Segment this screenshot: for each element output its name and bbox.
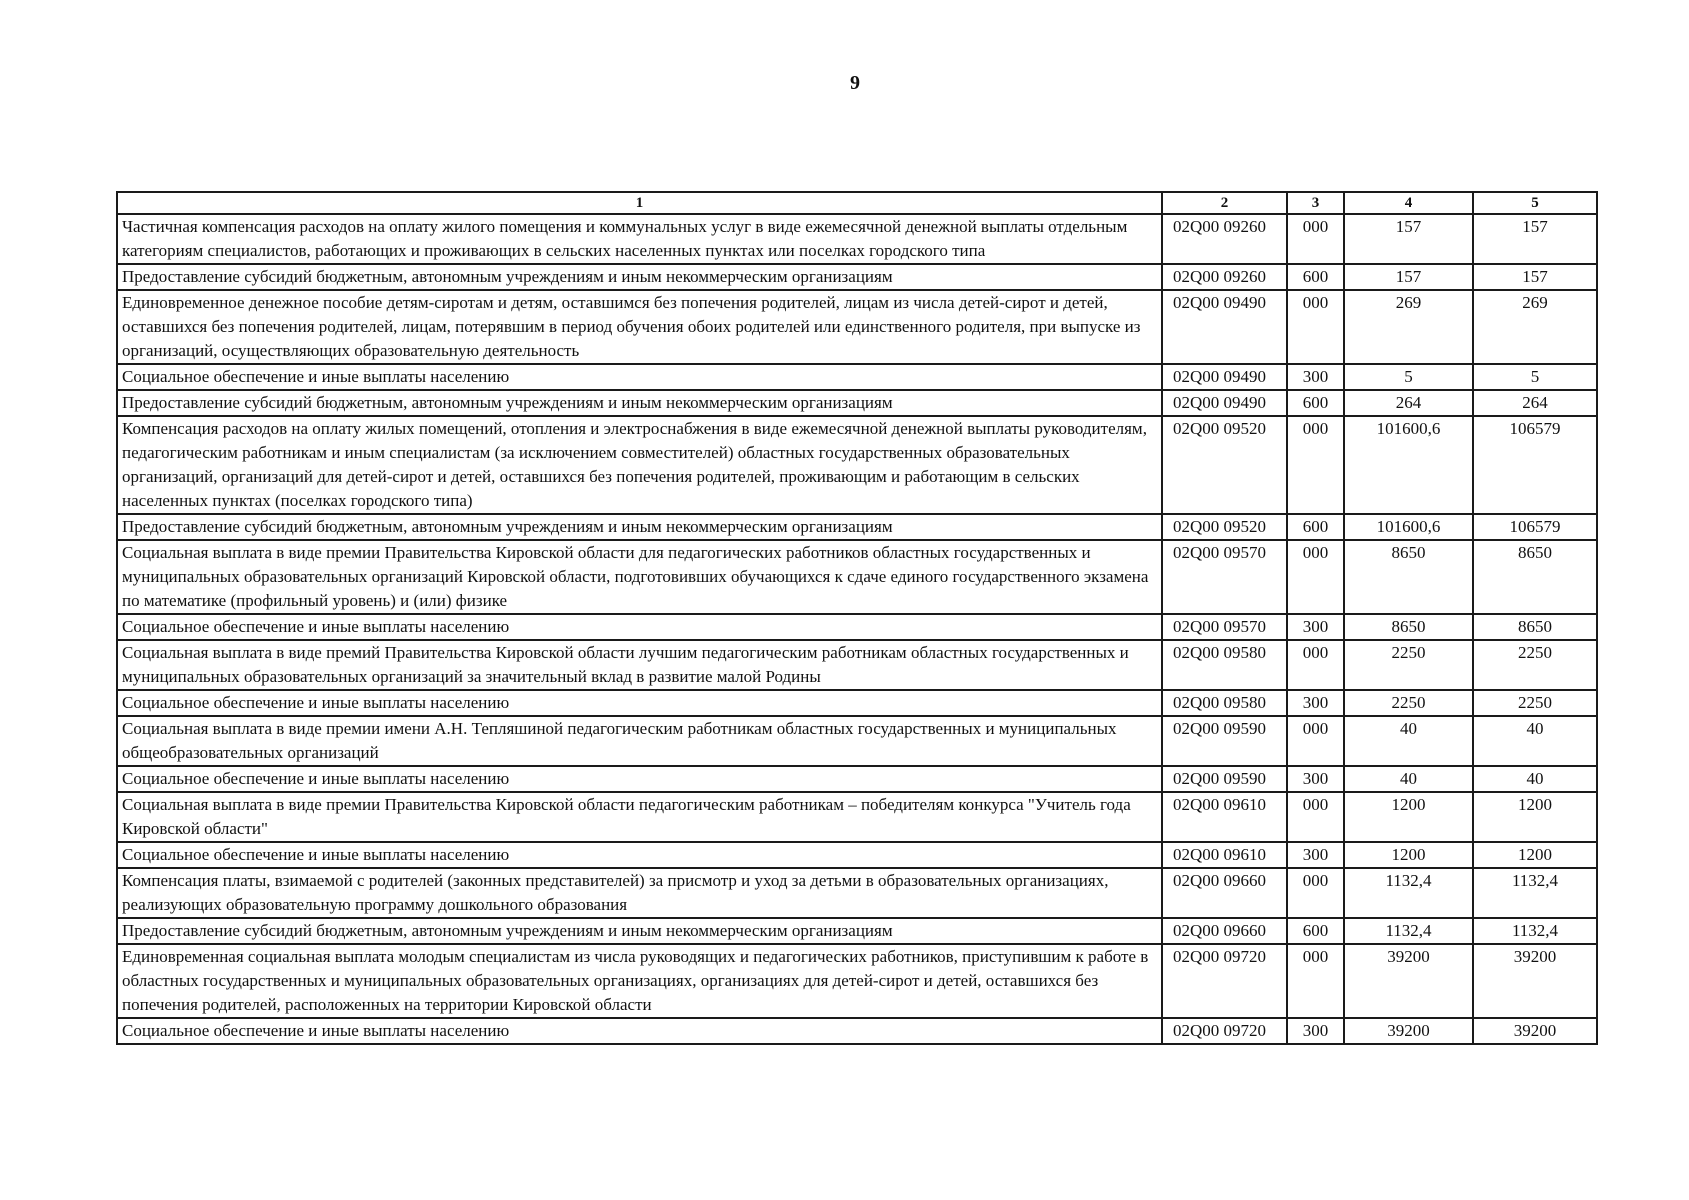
- expense-name-cell: Предоставление субсидий бюджетным, автономным учреждениям и иным некоммерческим организациям: [117, 390, 1162, 416]
- amount-col5-cell: 157: [1473, 264, 1597, 290]
- expense-name-cell: Социальное обеспечение и иные выплаты населению: [117, 690, 1162, 716]
- target-code-cell: 02Q00 09260: [1162, 214, 1287, 264]
- column-header-4: 4: [1344, 192, 1473, 214]
- table-row: [117, 614, 1597, 640]
- amount-col5-cell: 106579: [1473, 514, 1597, 540]
- target-code-cell: 02Q00 09580: [1162, 690, 1287, 716]
- expense-type-cell: 600: [1287, 390, 1344, 416]
- expense-type-cell: 300: [1287, 842, 1344, 868]
- amount-col5-cell: 1200: [1473, 842, 1597, 868]
- expense-type-cell: 600: [1287, 264, 1344, 290]
- amount-col5-cell: 8650: [1473, 614, 1597, 640]
- table-row: [117, 944, 1597, 1018]
- table-body: [117, 192, 1597, 1044]
- amount-col4-cell: 101600,6: [1344, 514, 1473, 540]
- table-row: [117, 264, 1597, 290]
- expense-type-cell: 000: [1287, 868, 1344, 918]
- expense-name-cell: Социальное обеспечение и иные выплаты населению: [117, 766, 1162, 792]
- amount-col5-cell: 8650: [1473, 540, 1597, 614]
- page-number: 9: [850, 72, 860, 94]
- amount-col4-cell: 157: [1344, 264, 1473, 290]
- column-header-5: 5: [1473, 192, 1597, 214]
- target-code-cell: 02Q00 09490: [1162, 290, 1287, 364]
- amount-col5-cell: 39200: [1473, 1018, 1597, 1044]
- amount-col4-cell: 2250: [1344, 690, 1473, 716]
- amount-col4-cell: 1132,4: [1344, 868, 1473, 918]
- budget-table: [116, 191, 1598, 1045]
- target-code-cell: 02Q00 09720: [1162, 1018, 1287, 1044]
- table-row: [117, 390, 1597, 416]
- expense-name-cell: Социальное обеспечение и иные выплаты населению: [117, 364, 1162, 390]
- expense-name-cell: Компенсация платы, взимаемой с родителей (законных представителей) за присмотр и уход за детьми в образовательных организациях, реализующих образовательную программу дошкольного образования: [117, 868, 1162, 918]
- expense-name-cell: Социальное обеспечение и иные выплаты населению: [117, 614, 1162, 640]
- target-code-cell: 02Q00 09590: [1162, 716, 1287, 766]
- table-row: [117, 1018, 1597, 1044]
- expense-type-cell: 600: [1287, 918, 1344, 944]
- amount-col4-cell: 264: [1344, 390, 1473, 416]
- expense-type-cell: 000: [1287, 640, 1344, 690]
- expense-name-cell: Социальное обеспечение и иные выплаты населению: [117, 1018, 1162, 1044]
- expense-type-cell: 000: [1287, 416, 1344, 514]
- amount-col4-cell: 40: [1344, 766, 1473, 792]
- amount-col4-cell: 8650: [1344, 540, 1473, 614]
- amount-col4-cell: 39200: [1344, 944, 1473, 1018]
- expense-type-cell: 000: [1287, 214, 1344, 264]
- target-code-cell: 02Q00 09610: [1162, 842, 1287, 868]
- table-row: [117, 792, 1597, 842]
- expense-type-cell: 300: [1287, 364, 1344, 390]
- expense-type-cell: 300: [1287, 614, 1344, 640]
- expense-name-cell: Социальная выплата в виде премий Правительства Кировской области лучшим педагогическим работникам областных государственных и муниципальных образовательных организаций за значительный вклад в развитие малой Родины: [117, 640, 1162, 690]
- expense-name-cell: Социальная выплата в виде премии имени А.Н. Тепляшиной педагогическим работникам областных государственных и муниципальных общеобразовательных организаций: [117, 716, 1162, 766]
- table-row: [117, 540, 1597, 614]
- target-code-cell: 02Q00 09610: [1162, 792, 1287, 842]
- amount-col5-cell: 157: [1473, 214, 1597, 264]
- expense-name-cell: Предоставление субсидий бюджетным, автономным учреждениям и иным некоммерческим организациям: [117, 918, 1162, 944]
- table-row: [117, 716, 1597, 766]
- expense-type-cell: 000: [1287, 290, 1344, 364]
- table-row: [117, 640, 1597, 690]
- amount-col4-cell: 157: [1344, 214, 1473, 264]
- amount-col5-cell: 1200: [1473, 792, 1597, 842]
- expense-name-cell: Единовременная социальная выплата молодым специалистам из числа руководящих и педагогических работников, приступившим к работе в областных государственных и муниципальных образовательных организациях, организациях для детей-сирот и детей, оставшихся без попечения родителей, расположенных на территории Кировской области: [117, 944, 1162, 1018]
- target-code-cell: 02Q00 09590: [1162, 766, 1287, 792]
- expense-name-cell: Предоставление субсидий бюджетным, автономным учреждениям и иным некоммерческим организациям: [117, 514, 1162, 540]
- amount-col5-cell: 1132,4: [1473, 868, 1597, 918]
- target-code-cell: 02Q00 09490: [1162, 364, 1287, 390]
- table-row: [117, 918, 1597, 944]
- amount-col4-cell: 1132,4: [1344, 918, 1473, 944]
- amount-col5-cell: 2250: [1473, 640, 1597, 690]
- amount-col5-cell: 5: [1473, 364, 1597, 390]
- amount-col4-cell: 269: [1344, 290, 1473, 364]
- expense-name-cell: Социальная выплата в виде премии Правительства Кировской области педагогическим работникам – победителям конкурса "Учитель года Кировской области": [117, 792, 1162, 842]
- amount-col5-cell: 106579: [1473, 416, 1597, 514]
- expense-name-cell: Компенсация расходов на оплату жилых помещений, отопления и электроснабжения в виде ежемесячной денежной выплаты руководителям, педагогическим работникам и иным специалистам (за исключением совместителей) областных государственных образовательных организаций, организаций для детей-сирот и детей, оставшихся без попечения родителей, проживающим и работающим в сельских населенных пунктах (поселках городского типа): [117, 416, 1162, 514]
- expense-type-cell: 300: [1287, 1018, 1344, 1044]
- amount-col5-cell: 40: [1473, 766, 1597, 792]
- amount-col5-cell: 39200: [1473, 944, 1597, 1018]
- target-code-cell: 02Q00 09660: [1162, 868, 1287, 918]
- amount-col4-cell: 8650: [1344, 614, 1473, 640]
- amount-col4-cell: 1200: [1344, 842, 1473, 868]
- table-row: [117, 514, 1597, 540]
- expense-type-cell: 600: [1287, 514, 1344, 540]
- target-code-cell: 02Q00 09520: [1162, 416, 1287, 514]
- expense-type-cell: 000: [1287, 716, 1344, 766]
- column-header-1: 1: [117, 192, 1162, 214]
- table-row: [117, 690, 1597, 716]
- amount-col5-cell: 40: [1473, 716, 1597, 766]
- expense-type-cell: 000: [1287, 540, 1344, 614]
- expense-type-cell: 300: [1287, 766, 1344, 792]
- target-code-cell: 02Q00 09570: [1162, 540, 1287, 614]
- amount-col4-cell: 40: [1344, 716, 1473, 766]
- table-row: [117, 868, 1597, 918]
- amount-col4-cell: 2250: [1344, 640, 1473, 690]
- amount-col5-cell: 2250: [1473, 690, 1597, 716]
- target-code-cell: 02Q00 09490: [1162, 390, 1287, 416]
- target-code-cell: 02Q00 09580: [1162, 640, 1287, 690]
- expense-name-cell: Социальное обеспечение и иные выплаты населению: [117, 842, 1162, 868]
- table-row: [117, 766, 1597, 792]
- amount-col5-cell: 1132,4: [1473, 918, 1597, 944]
- table-row: [117, 416, 1597, 514]
- expense-type-cell: 000: [1287, 792, 1344, 842]
- column-header-3: 3: [1287, 192, 1344, 214]
- expense-name-cell: Социальная выплата в виде премии Правительства Кировской области для педагогических работников областных государственных и муниципальных образовательных организаций Кировской области, подготовивших обучающихся к сдаче единого государственного экзамена по математике (профильный уровень) и (или) физике: [117, 540, 1162, 614]
- table-row: [117, 364, 1597, 390]
- amount-col4-cell: 39200: [1344, 1018, 1473, 1044]
- expense-name-cell: Частичная компенсация расходов на оплату жилого помещения и коммунальных услуг в виде ежемесячной денежной выплаты отдельным категориям специалистов, работающих и проживающих в сельских населенных пунктах или поселках городского типа: [117, 214, 1162, 264]
- target-code-cell: 02Q00 09720: [1162, 944, 1287, 1018]
- expense-name-cell: Единовременное денежное пособие детям-сиротам и детям, оставшимся без попечения родителей, лицам из числа детей-сирот и детей, оставшихся без попечения родителей, лицам, потерявшим в период обучения обоих родителей или единственного родителя, при выпуске из организаций, осуществляющих образовательную деятельность: [117, 290, 1162, 364]
- expense-type-cell: 300: [1287, 690, 1344, 716]
- target-code-cell: 02Q00 09570: [1162, 614, 1287, 640]
- column-header-2: 2: [1162, 192, 1287, 214]
- table-header-row: [117, 192, 1597, 214]
- table-row: [117, 290, 1597, 364]
- amount-col4-cell: 101600,6: [1344, 416, 1473, 514]
- target-code-cell: 02Q00 09660: [1162, 918, 1287, 944]
- expense-type-cell: 000: [1287, 944, 1344, 1018]
- table-row: [117, 214, 1597, 264]
- amount-col4-cell: 1200: [1344, 792, 1473, 842]
- expense-name-cell: Предоставление субсидий бюджетным, автономным учреждениям и иным некоммерческим организациям: [117, 264, 1162, 290]
- amount-col5-cell: 269: [1473, 290, 1597, 364]
- target-code-cell: 02Q00 09520: [1162, 514, 1287, 540]
- target-code-cell: 02Q00 09260: [1162, 264, 1287, 290]
- amount-col5-cell: 264: [1473, 390, 1597, 416]
- amount-col4-cell: 5: [1344, 364, 1473, 390]
- table-row: [117, 842, 1597, 868]
